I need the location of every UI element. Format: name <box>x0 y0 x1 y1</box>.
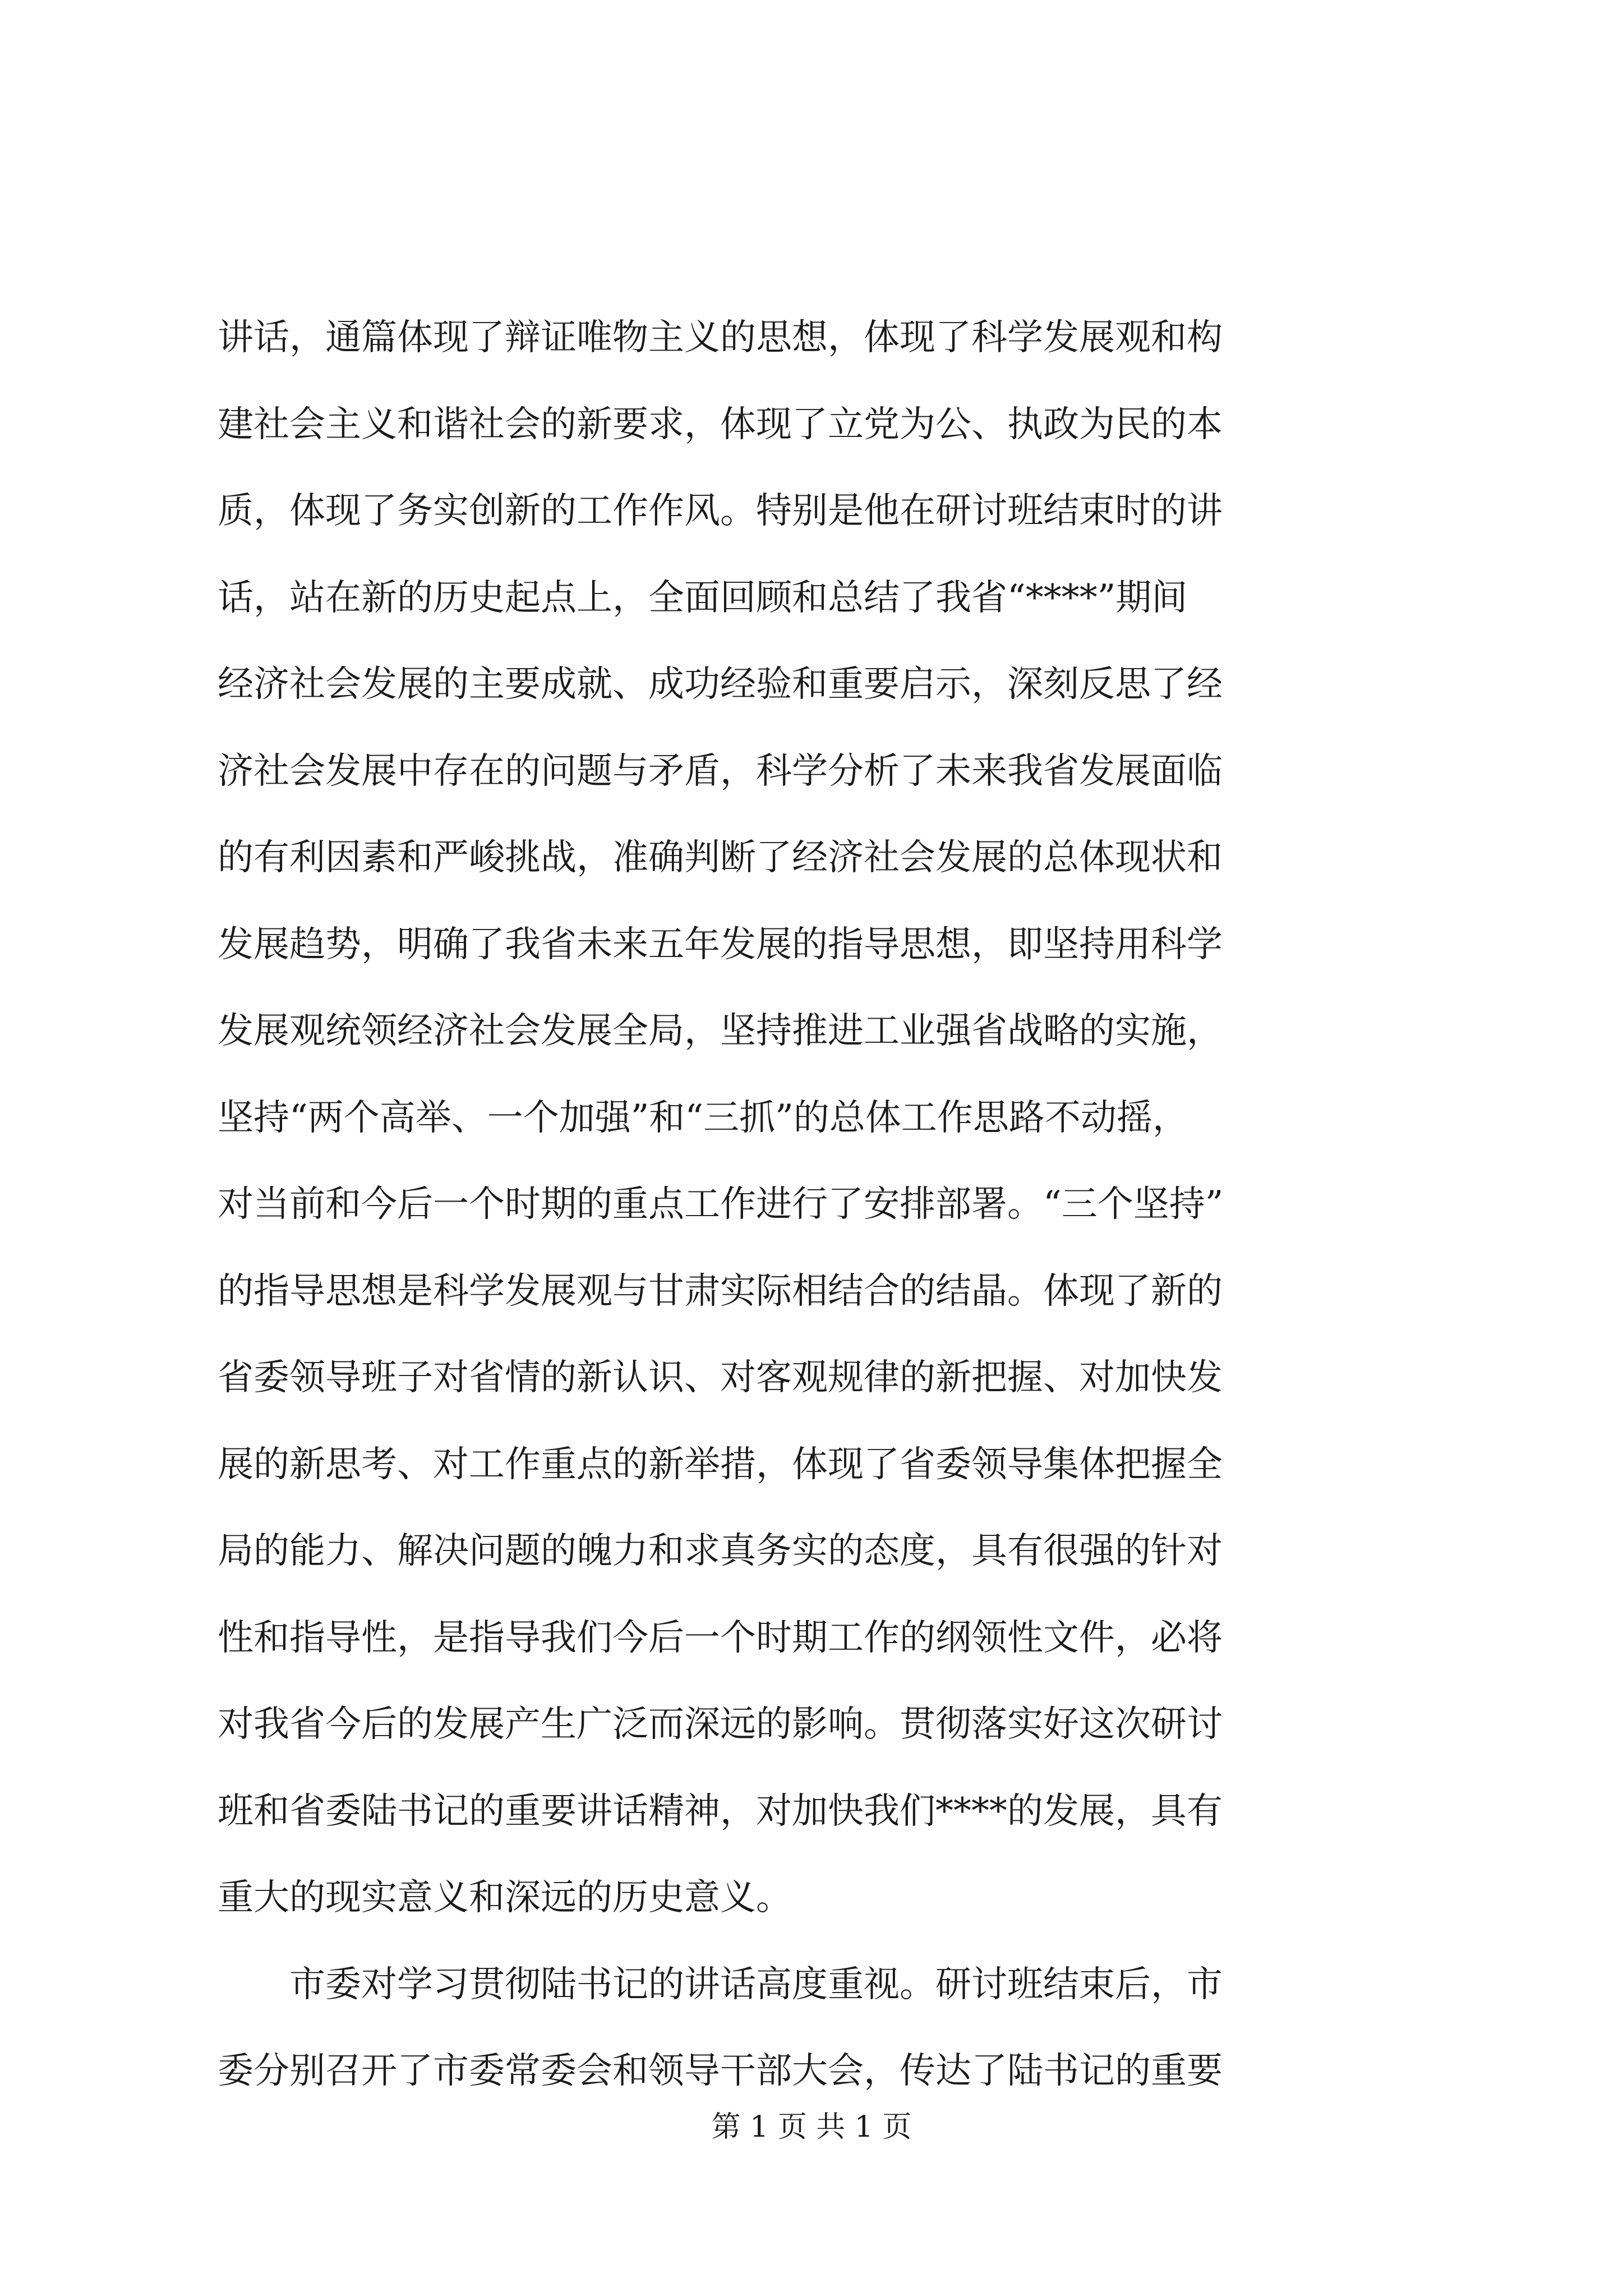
text-line: 济社会发展中存在的问题与矛盾，科学分析了未来我省发展面临 <box>218 750 1223 792</box>
text-line: 委分别召开了市委常委会和领导干部大会，传达了陆书记的重要 <box>218 2050 1223 2092</box>
text-line: 坚持“两个高举、一个加强”和“三抓”的总体工作思路不动摇， <box>218 1097 1188 1139</box>
text-line: 发展趋势，明确了我省未来五年发展的指导思想，即坚持用科学 <box>218 923 1223 965</box>
text-line: 质，体现了务实创新的工作作风。特别是他在研讨班结束时的讲 <box>218 490 1223 532</box>
body-text <box>218 295 1418 2115</box>
text-line: 的指导思想是科学发展观与甘肃实际相结合的结晶。体现了新的 <box>218 1270 1223 1312</box>
text-line: 讲话，通篇体现了辩证唯物主义的思想，体现了科学发展观和构 <box>218 317 1223 358</box>
text-line: 重大的现实意义和深远的历史意义。 <box>218 1877 792 1918</box>
text-line: 省委领导班子对省情的新认识、对客观规律的新把握、对加快发 <box>218 1357 1223 1398</box>
text-line: 经济社会发展的主要成就、成功经验和重要启示，深刻反思了经 <box>218 664 1223 705</box>
text-line: 建社会主义和谐社会的新要求，体现了立党为公、执政为民的本 <box>218 403 1223 445</box>
text-line: 展的新思考、对工作重点的新举措，体现了省委领导集体把握全 <box>218 1443 1223 1485</box>
text-line: 对当前和今后一个时期的重点工作进行了安排部署。“三个坚持” <box>218 1184 1224 1225</box>
text-line: 班和省委陆书记的重要讲话精神，对加快我们****的发展，具有 <box>218 1790 1223 1832</box>
page-footer: 第 1 页 共 1 页 <box>711 2110 912 2144</box>
text-line: 对我省今后的发展产生广泛而深远的影响。贯彻落实好这次研讨 <box>218 1704 1223 1745</box>
text-line: 性和指导性，是指导我们今后一个时期工作的纲领性文件，必将 <box>218 1617 1223 1659</box>
paragraph-start-line: 市委对学习贯彻陆书记的讲话高度重视。研讨班结束后，市 <box>289 1963 1223 2005</box>
text-line: 发展观统领经济社会发展全局，坚持推进工业强省战略的实施， <box>218 1010 1223 1052</box>
text-line: 的有利因素和严峻挑战，准确判断了经济社会发展的总体现状和 <box>218 837 1223 878</box>
text-line: 话，站在新的历史起点上，全面回顾和总结了我省“****”期间 <box>218 577 1188 619</box>
text-line: 局的能力、解决问题的魄力和求真务实的态度，具有很强的针对 <box>218 1530 1223 1572</box>
